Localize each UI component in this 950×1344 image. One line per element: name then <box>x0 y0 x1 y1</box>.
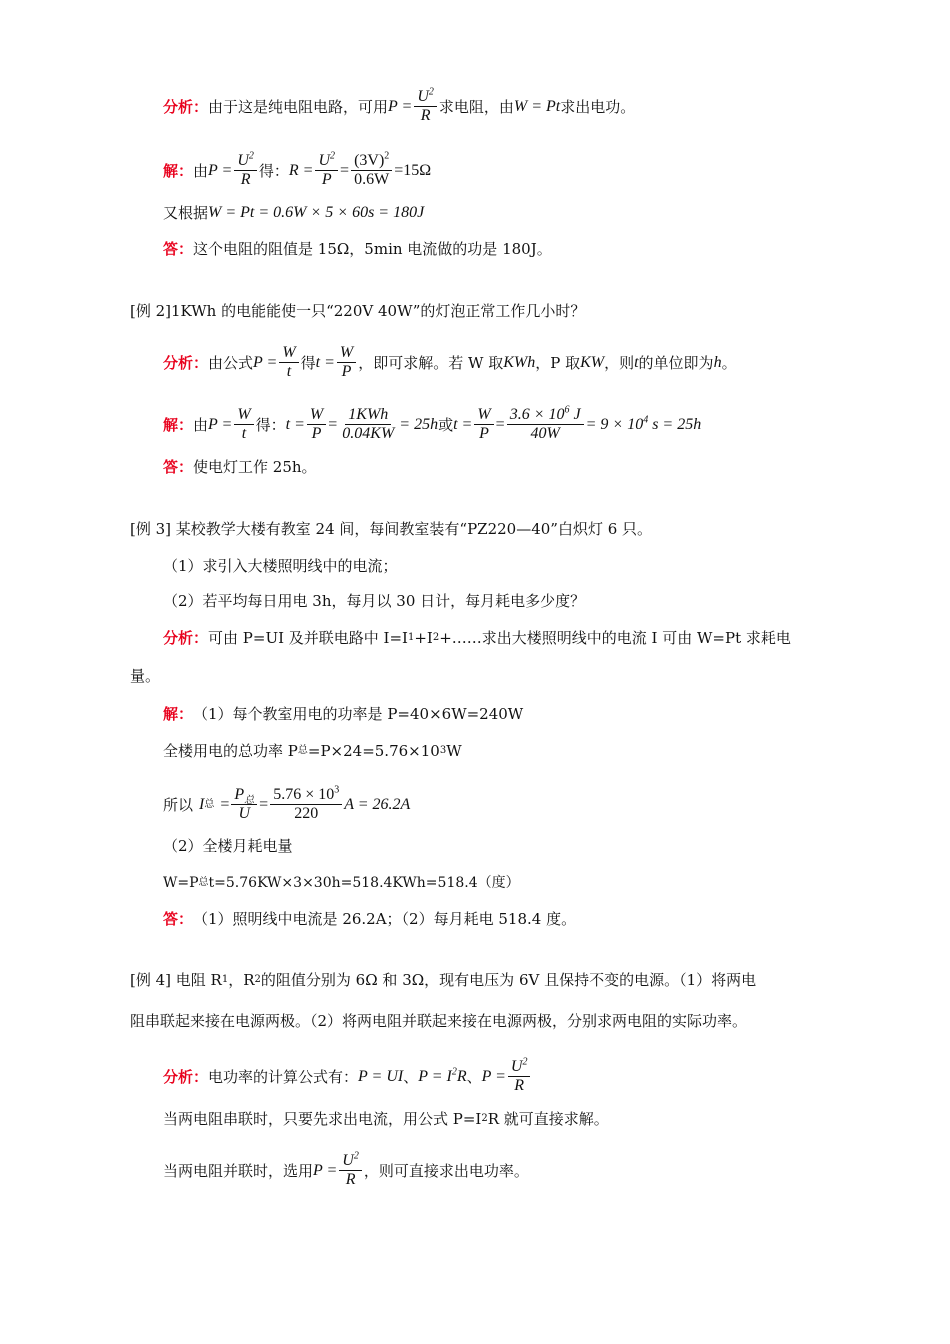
answer-text: 这个电阻的阻值是 15Ω，5min 电流做的功是 180J。 <box>193 240 552 258</box>
formula: P = <box>313 1161 338 1179</box>
text: 所以 <box>163 795 194 814</box>
formula: P = UI <box>358 1067 404 1085</box>
text: 当两电阻并联时，选用 <box>163 1161 314 1180</box>
formula: P = <box>253 353 278 371</box>
formula: P = <box>481 1067 506 1085</box>
formula: t = <box>453 415 473 433</box>
text: ，则可直接求出电功率。 <box>363 1161 529 1180</box>
ex1-solution-line: 解： 由 P = $\frac{U^2}{R}$ 得： R = $\frac{U^2}{P}$ = $\frac{(3V)^2}{0.6W}$ =15Ω <box>163 150 432 188</box>
fraction: $\frac{U^2}{R}$ <box>414 88 437 125</box>
fraction: $\frac{U^2}{P}$ <box>315 152 338 189</box>
text: 可由 P=UI 及并联电路中 I=I <box>208 629 408 647</box>
text: 由于这是纯电阻电路，可用 <box>208 97 389 116</box>
fraction: $\frac{U^2}{R}$ <box>234 152 257 189</box>
formula: t = <box>285 415 305 433</box>
text: 由 <box>193 161 209 180</box>
text: 得： <box>255 415 286 434</box>
answer-label: 答： <box>163 910 194 928</box>
answer-text: 使电灯工作 25h。 <box>193 458 317 476</box>
fraction: $\frac{3.6 \times 10^6 J}{40W}$ <box>507 406 584 443</box>
unit: KW <box>580 353 605 371</box>
text: 得 <box>300 353 316 372</box>
formula: t = <box>315 353 335 371</box>
ex4-question-line1: [例 4] 电阻 R 1 ，R 2 的阻值分别为 6Ω 和 3Ω，现有电压为 6V 且保持不变的电源。（1）将两电 <box>130 971 757 989</box>
ex3-analysis-line: 分析： 可由 P=UI 及并联电路中 I=I 1 +I 2 +……求出大楼照明线中的电流 I 可由 W=Pt 求耗电 <box>163 629 791 647</box>
answer-text: （1）照明线中电流是 26.2A；（2）每月耗电 518.4 度。 <box>193 910 577 928</box>
formula: P = <box>208 161 233 179</box>
symbol: t <box>634 353 639 371</box>
text: 求电阻，由 <box>438 97 514 116</box>
formula: A = 26.2A <box>344 795 411 813</box>
text: ，即可求解。若 W 取 <box>358 353 504 372</box>
fraction: $\frac{(3V)^2}{0.6W}$ <box>351 152 392 189</box>
ex3-answer-line <box>163 908 576 930</box>
solution-label: 解： <box>163 705 194 723</box>
solution-label: 解： <box>163 161 194 180</box>
analysis-label: 分析： <box>163 629 209 647</box>
fraction: $\frac{W}{t}$ <box>234 406 253 443</box>
fraction: $\frac{5.76 \times 10^3}{220}$ <box>270 786 342 823</box>
analysis-label: 分析： <box>163 1067 209 1086</box>
answer-label: 答： <box>163 458 194 476</box>
text: ，P 取 <box>535 353 581 372</box>
formula: W = Pt <box>513 97 561 115</box>
question-text: 阻串联起来接在电源两极。（2）将两电阻并联起来接在电源两极，分别求两电阻的实际功率。 <box>130 1012 748 1030</box>
ex3-q2 <box>163 590 585 612</box>
formula: = 25h <box>399 415 439 433</box>
text: 或 <box>438 415 454 434</box>
formula: $P = I^2R$ <box>418 1066 467 1085</box>
text: 量。 <box>130 667 161 685</box>
text: 得： <box>258 161 289 180</box>
fraction: $\frac{W}{t}$ <box>279 344 298 381</box>
text: 的单位即为 <box>638 353 714 372</box>
text: 由公式 <box>208 353 254 372</box>
ex2-question <box>130 300 585 322</box>
analysis-label: 分析： <box>163 97 209 116</box>
fraction: $\frac{W}{P}$ <box>337 344 356 381</box>
text: 。 <box>721 353 737 372</box>
ex1-analysis-line <box>163 88 635 125</box>
fraction: $\frac{U^2}{R}$ <box>339 1152 362 1189</box>
ex3-analysis-cont <box>130 665 160 687</box>
ex3-q1 <box>163 555 398 577</box>
ex3-monthly-calc: W=P 总 t=5.76KW×3×30h=518.4KWh=518.4（度） <box>163 875 520 891</box>
ex3-question <box>130 518 652 540</box>
fraction: $\frac{W}{P}$ <box>474 406 493 443</box>
text: ，则 <box>604 353 635 372</box>
ex3-monthly-title <box>163 835 293 857</box>
ex4-series-line: 当两电阻串联时，只要先求出电流，用公式 P=I 2 R 就可直接求解。 <box>163 1110 609 1128</box>
ex2-answer-line <box>163 456 317 478</box>
analysis-label: 分析： <box>163 353 209 372</box>
fraction: $\frac{P_总}{U}$ <box>231 786 257 823</box>
ex1-answer-line <box>163 238 552 260</box>
ex2-solution-line: 解： 由 P = $\frac{W}{t}$ 得： t = $\frac{W}{P}$ = $\frac{\text{1KWh}}{0.04KW}$ = 25h 或 t = $\frac{W}{P}$ = $\frac{3.6 \times 10^6 J}{40W}$ = $9 \times 10^4$ s = 25h <box>163 404 702 442</box>
ex4-analysis-line: 分析： 电功率的计算公式有： P = UI 、 $P = I^2R$ 、 P = $\frac{U^2}{R}$ <box>163 1058 532 1095</box>
ex3-current-line: 所以 I 总 = $\frac{P_总}{U}$ = $\frac{5.76 \times 10^3}{220}$ A = 26.2A <box>163 784 411 822</box>
formula: = $9 \times 10^4$ s = 25h <box>585 414 702 433</box>
ex4-question-line2 <box>130 1010 747 1032</box>
formula: W = Pt = 0.6W × 5 × 60s = 180J <box>208 204 425 221</box>
fraction: $\frac{U^2}{R}$ <box>508 1058 531 1095</box>
question-text: [例 3] 某校教学大楼有教室 24 间，每间教室装有“PZ220—40”白炽灯 6 只。 <box>130 520 653 538</box>
text: 电功率的计算公式有： <box>208 1067 359 1086</box>
formula: P = <box>388 97 413 115</box>
formula: =15Ω <box>394 161 432 179</box>
ex4-parallel-line <box>163 1152 529 1189</box>
ex2-analysis-line <box>163 344 737 381</box>
text: （1）每个教室用电的功率是 P=40×6W=240W <box>193 705 524 723</box>
ex1-work-line <box>163 202 424 224</box>
ex3-total-power: 全楼用电的总功率 P 总 =P×24=5.76×10 3 W <box>163 742 462 760</box>
answer-label: 答： <box>163 240 194 258</box>
question-text: [例 2]1KWh 的电能能使一只“220V 40W”的灯泡正常工作几小时？ <box>130 302 586 320</box>
text: 由 <box>193 415 209 434</box>
text: 又根据 <box>163 204 209 222</box>
unit: h <box>713 353 722 371</box>
text: 求出电功。 <box>560 97 636 116</box>
fraction: $\frac{\text{1KWh}}{0.04KW}$ <box>342 406 395 442</box>
sub-question: （1）求引入大楼照明线中的电流； <box>163 557 398 575</box>
sub-question: （2）若平均每日用电 3h，每月以 30 日计，每月耗电多少度？ <box>163 592 586 610</box>
fraction: $\frac{W}{P}$ <box>307 406 326 443</box>
solution-label: 解： <box>163 415 194 434</box>
formula: R = <box>288 161 314 179</box>
unit: KWh <box>503 353 536 371</box>
formula: P = <box>208 415 233 433</box>
ex3-solution-line <box>163 703 523 725</box>
text: （2）全楼月耗电量 <box>163 837 293 855</box>
